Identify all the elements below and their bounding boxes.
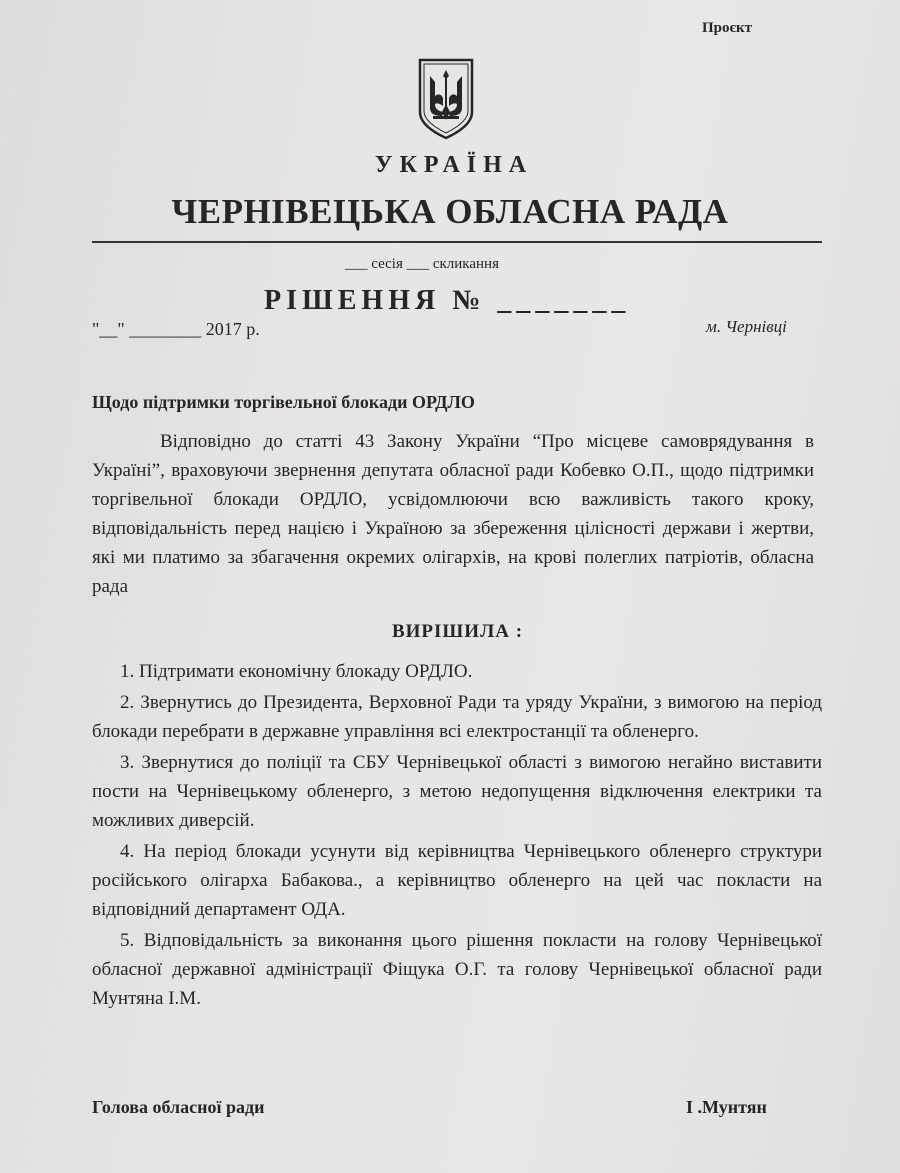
decision-date: "__" ________ 2017 р.: [92, 319, 260, 339]
decision-item-4: 4. На період блокади усунути від керівництва Чернівецького обленерго структури російського олігарха Бабакова., а керівництво обленерго на цей час покласти на відповідний департамент ОДА.: [92, 841, 822, 920]
council-heading: ЧЕРНІВЕЦЬКА ОБЛАСНА РАДА: [171, 192, 729, 231]
decision-subject: Щодо підтримки торгівельної блокади ОРДЛО: [92, 392, 475, 412]
resolved-heading: ВИРІШИЛА :: [391, 621, 524, 642]
signature-name: І .Мунтян: [686, 1097, 767, 1117]
decision-item-5: 5. Відповідальність за виконання цього рішення покласти на голову Чернівецької обласної державної адміністрації Фіщука О.Г. та голову Чернівецької обласної ради Мунтяна І.М.: [92, 930, 822, 1009]
signature-title: Голова обласної ради: [92, 1097, 265, 1117]
decision-item-2: 2. Звернутись до Президента, Верховної Ради та уряду України, з вимогою на період блокади перебрати в державне управління всі електростанції та обленерго.: [92, 692, 822, 742]
decision-item-3: 3. Звернутися до поліції та СБУ Чернівецької області з вимогою негайно виставити пости на Чернівецькому обленерго, з метою недопущення відключення електрики та можливих диверсій.: [92, 752, 822, 831]
decision-city: м. Чернівці: [706, 317, 787, 336]
header-divider: [92, 241, 822, 243]
decision-title: РІШЕННЯ № _______: [264, 285, 631, 316]
draft-stamp: Проєкт: [701, 20, 752, 36]
decision-items: [92, 657, 822, 1015]
preamble-paragraph: Відповідно до статті 43 Закону України “Про місцеве самоврядування в Україні”, враховуючи звернення депутата обласної ради Кобевко О.П., щодо підтримки торгівельної блокади ОРДЛО, усвідомлюючи всю важливість такого кроку, відповідальність перед нацією і Україною за збереження цілісності держави і жертви, які ми платимо за збагачення окремих олігархів, на крові полеглих патріотів, обласна рада: [92, 431, 814, 597]
decision-item-1: 1. Підтримати економічну блокаду ОРДЛО.: [120, 661, 473, 682]
country-heading: УКРАЇНА: [374, 152, 534, 178]
session-line: ___ сесія ___ скликання: [345, 256, 499, 272]
tryzub-icon: [416, 56, 476, 140]
